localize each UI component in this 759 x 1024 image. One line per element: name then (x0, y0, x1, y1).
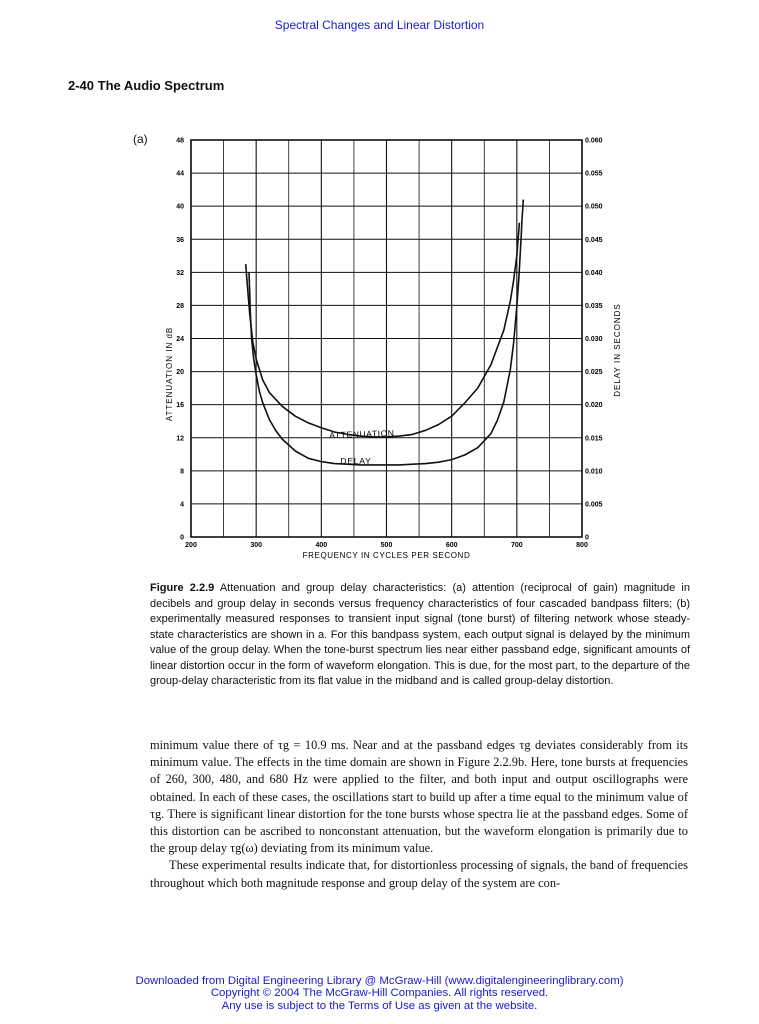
left-tick-label: 40 (176, 203, 184, 211)
right-tick-label: 0.020 (585, 402, 603, 410)
right-axis-label: DELAY IN SECONDS (613, 303, 622, 397)
right-tick-label: 0.025 (585, 369, 603, 377)
x-tick-label: 500 (380, 542, 393, 549)
right-tick-label: 0.035 (585, 302, 603, 310)
right-tick-label: 0.030 (585, 336, 603, 343)
x-tick-label: 600 (445, 542, 458, 549)
left-tick-label: 20 (176, 369, 184, 377)
x-tick-label: 200 (185, 542, 197, 549)
right-axis-ticks (585, 138, 603, 542)
x-tick-label: 800 (576, 542, 588, 549)
x-axis-ticks (185, 542, 588, 549)
x-axis-label: FREQUENCY IN CYCLES PER SECOND (302, 551, 471, 560)
x-tick-label: 300 (250, 542, 263, 549)
footer-copyright-link[interactable]: Copyright © 2004 The McGraw-Hill Companies. All rights reserved. (210, 987, 549, 1000)
right-tick-label: 0.060 (585, 137, 603, 145)
footer-terms-link[interactable]: Any use is subject to the Terms of Use as given at the website. (221, 999, 538, 1012)
right-tick-label: 0.050 (585, 203, 603, 211)
x-tick-label: 400 (315, 542, 328, 549)
footer-download-link[interactable]: Downloaded from Digital Engineering Library @ McGraw-Hill (www.digitalengineeringlibrary.com) (135, 975, 624, 987)
body-text (150, 737, 688, 892)
caption-text: Attenuation and group delay characteristics: (a) attention (reciprocal of gain) magnitude in decibels and group delay in seconds versus frequency characteristics of four cascaded bandpass filters; (b) experimentally measured responses to transient input signal (tone burst) of filtering network whose steady-state characteristics are shown in a. For this bandpass system, each output signal is delayed by the minimum value of the group delay. When the tone-burst spectrum lies near either passband edge, significant amounts of linear distortion occur in the form of waveform elongation. This is due, for the most part, to the departure of the group-delay characteristic from its flat value in the midband and is called group-delay distortion. (150, 582, 690, 687)
left-tick-label: 4 (180, 501, 184, 509)
caption-label: Figure 2.2.9 (150, 582, 215, 594)
panel-label: (a) (133, 132, 148, 146)
attenuation-annotation: ATTENUATION (329, 427, 395, 441)
left-tick-label: 12 (176, 435, 184, 443)
left-tick-label: 36 (176, 236, 184, 244)
attenuation-delay-chart (150, 128, 630, 568)
right-tick-label: 0 (585, 534, 589, 542)
figure-caption (150, 581, 690, 690)
left-tick-label: 0 (180, 534, 184, 542)
running-head: Spectral Changes and Linear Distortion (274, 18, 485, 32)
left-tick-label: 32 (176, 269, 184, 277)
delay-annotation: DELAY (340, 456, 372, 466)
section-heading: 2-40 The Audio Spectrum (68, 78, 225, 93)
left-tick-label: 24 (176, 336, 184, 343)
chart-grid (191, 140, 582, 537)
left-axis-ticks (176, 138, 184, 542)
right-tick-label: 0.045 (585, 236, 603, 244)
footer (0, 975, 759, 1012)
x-tick-label: 700 (510, 542, 523, 549)
left-tick-label: 28 (176, 302, 184, 310)
left-axis-label: ATTENUATION IN dB (165, 326, 174, 422)
right-tick-label: 0.010 (585, 468, 603, 476)
right-tick-label: 0.040 (585, 269, 603, 277)
right-tick-label: 0.015 (585, 435, 603, 443)
right-tick-label: 0.055 (585, 170, 603, 178)
left-tick-label: 48 (176, 137, 184, 145)
paragraph-1: minimum value there of τg = 10.9 ms. Near and at the passband edges τg deviates considerably from its minimum value. The effects in the time domain are shown in Figure 2.2.9b. Here, tone bursts at frequencies of 260, 300, 480, and 680 Hz were applied to the filter, and both input and output oscillographs were obtained. In each of these cases, the oscillations start to build up after a time equal to the minimum value of τg. There is significant linear distortion for the tone bursts whose spectra lie at the passband edges. Some of this distortion can be ascribed to nonconstant attenuation, but the waveform elongation is primarily due to the group delay τg(ω) deviating from its minimum value. (150, 738, 688, 856)
left-tick-label: 8 (180, 468, 184, 476)
left-tick-label: 16 (176, 402, 184, 410)
right-tick-label: 0.005 (585, 501, 603, 509)
left-tick-label: 44 (176, 170, 184, 178)
paragraph-2: These experimental results indicate that, for distortionless processing of signals, the band of frequencies throughout which both magnitude response and group delay of the system are con- (150, 858, 688, 890)
